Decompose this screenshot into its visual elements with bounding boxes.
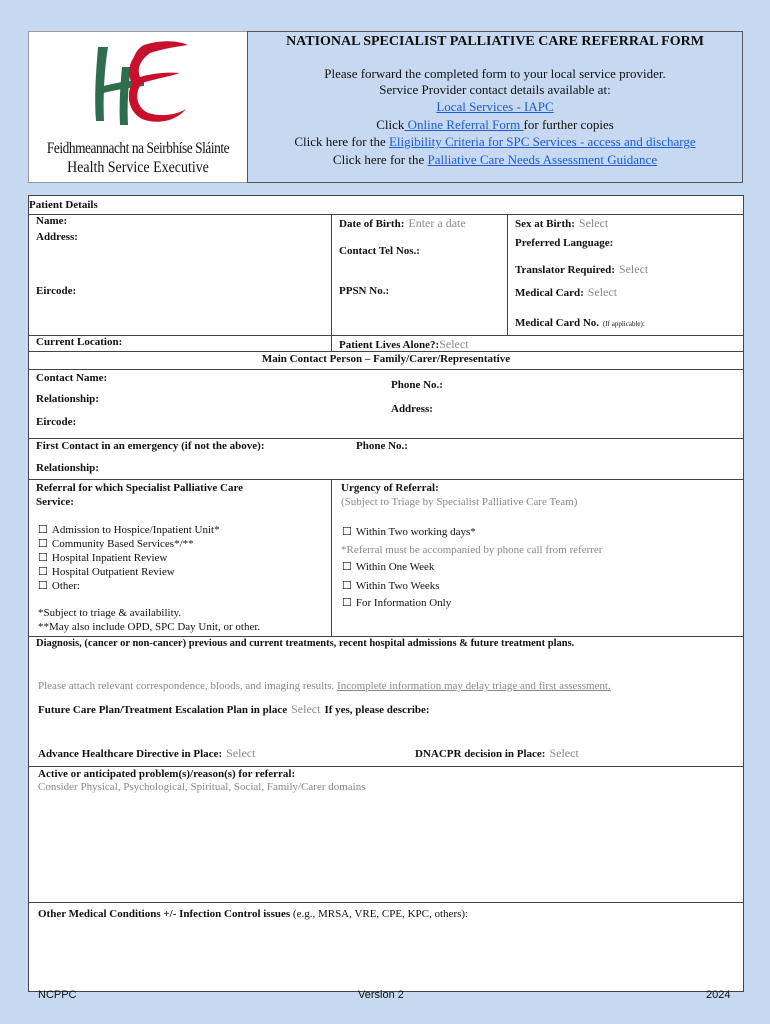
dob-row — [339, 214, 466, 232]
header-line-2: Service Provider contact details available at: — [379, 82, 611, 97]
if-yes-label: If yes, please describe: — [324, 704, 430, 716]
checkbox-icon[interactable]: ☐ — [38, 523, 48, 536]
eligibility-link[interactable]: Eligibility Criteria for SPC Services - access and discharge — [388, 134, 696, 149]
first-contact-phone-label: Phone No.: — [356, 440, 408, 452]
lives-alone-select[interactable]: Select — [439, 337, 469, 351]
guidance-prefix: Click here for the — [332, 152, 428, 167]
incomplete-warning: Incomplete information may delay triage and first assessment. — [337, 680, 611, 692]
urgency-option[interactable]: ☐ Within One Week — [342, 560, 435, 573]
medical-card-row — [515, 283, 617, 301]
footer-version: Version 2 — [358, 989, 404, 1001]
current-location-label: Current Location: — [36, 336, 123, 348]
urgency-options — [342, 560, 451, 610]
problems-text-area[interactable] — [38, 796, 734, 896]
service-option[interactable]: ☐ Community Based Services*/** — [38, 537, 194, 550]
translator-select[interactable]: Select — [618, 262, 649, 276]
sex-row — [515, 214, 608, 232]
service-option[interactable]: ☐ Hospital Outpatient Review — [38, 565, 175, 578]
service-note-1: *Subject to triage & availability. — [38, 607, 182, 619]
urgency-phone-note: *Referral must be accompanied by phone call from referrer — [341, 544, 603, 556]
lives-alone-row — [339, 335, 469, 353]
future-plan-select[interactable]: Select — [291, 702, 321, 716]
problems-subheading: Consider Physical, Psychological, Spiritual, Social, Family/Carer domains — [38, 781, 366, 793]
contact-phone-label: Phone No.: — [391, 379, 443, 391]
urgency-subheading: (Subject to Triage by Specialist Palliative Care Team) — [341, 496, 578, 508]
checkbox-icon[interactable]: ☐ — [38, 579, 48, 592]
checkbox-icon[interactable]: ☐ — [38, 565, 48, 578]
advance-directive-label: Advance Healthcare Directive in Place — [38, 748, 219, 760]
patient-details-heading: Patient Details — [29, 199, 98, 211]
advance-directive-row: Advance Healthcare Directive in Place: Select — [38, 746, 256, 760]
language-label: Preferred Language: — [515, 237, 614, 249]
service-note-2: **May also include OPD, SPC Day Unit, or other. — [38, 621, 261, 633]
click-prefix: Click — [376, 117, 405, 132]
local-services-row — [248, 99, 742, 115]
diagnosis-heading: Diagnosis, (cancer or non-cancer) previous and current treatments, recent hospital admissions & future treatment plans. — [36, 638, 575, 649]
other-conditions-examples: (e.g., MRSA, VRE, CPE, KPC, others): — [290, 908, 469, 920]
online-referral-row — [248, 117, 742, 133]
checkbox-icon[interactable]: ☐ — [342, 560, 352, 573]
service-option[interactable]: ☐ Other: — [38, 579, 80, 592]
footer-year: 2024 — [706, 989, 731, 1001]
first-contact-label: First Contact in an emergency (if not the above): — [36, 440, 265, 452]
translator-label: Translator Required: — [515, 264, 615, 276]
dnacpr-label: DNACPR decision in Place — [415, 748, 542, 760]
advance-directive-select[interactable]: Select — [226, 746, 256, 760]
urgency-option[interactable]: ☐ Within Two Weeks — [342, 579, 440, 592]
guidance-row — [248, 152, 742, 168]
header-box — [247, 31, 743, 183]
relationship-label: Relationship: — [36, 393, 99, 405]
contact-tel-label: Contact Tel Nos.: — [339, 245, 420, 257]
urgency-heading: Urgency of Referral: — [341, 482, 439, 494]
form-title: NATIONAL SPECIALIST PALLIATIVE CARE REFERRAL FORM — [286, 34, 704, 49]
first-contact-relationship-label: Relationship: — [36, 462, 99, 474]
contact-address-label: Address: — [391, 403, 433, 415]
other-conditions-row — [38, 904, 468, 922]
medical-card-label: Medical Card: — [515, 287, 584, 299]
future-plan-label: Future Care Plan/Treatment Escalation Plan in place — [38, 704, 288, 716]
logo-irish-text: Feidhmeannacht na Seirbhíse Sláinte — [46, 140, 230, 157]
problems-heading: Active or anticipated problem(s)/reason(s) for referral: — [38, 768, 296, 780]
address-label: Address: — [36, 231, 78, 243]
eligibility-prefix: Click here for the — [294, 134, 389, 149]
eligibility-row — [248, 134, 742, 150]
dnacpr-row: DNACPR decision in Place: Select — [415, 746, 579, 760]
eircode-label: Eircode: — [36, 285, 77, 297]
medical-card-select[interactable]: Select — [587, 285, 618, 299]
contact-name-label: Contact Name: — [36, 372, 108, 384]
hse-logo-box — [28, 31, 248, 183]
logo-english-text: Health Service Executive — [67, 159, 209, 176]
hse-logo-icon — [84, 37, 194, 127]
future-plan-row — [38, 700, 430, 718]
lives-alone-label: Patient Lives Alone?: — [339, 339, 440, 351]
service-options — [38, 523, 220, 593]
urgency-option[interactable]: ☐ Within Two working days* — [342, 525, 476, 538]
service-heading-1: Referral for which Specialist Palliative Care — [36, 482, 244, 494]
dob-label: Date of Birth: — [339, 218, 405, 230]
sex-select[interactable]: Select — [578, 216, 609, 230]
sex-label: Sex at Birth: — [515, 218, 575, 230]
name-label: Name: — [36, 215, 68, 227]
urgency-option[interactable]: ☐ For Information Only — [342, 596, 452, 609]
ppsn-label: PPSN No.: — [339, 285, 390, 297]
checkbox-icon[interactable]: ☐ — [342, 596, 352, 609]
header-line-1: Please forward the completed form to your local service provider. — [324, 66, 666, 81]
service-heading-2: Service: — [36, 496, 74, 508]
other-conditions-text-area[interactable] — [38, 921, 734, 981]
dnacpr-select[interactable]: Select — [549, 746, 579, 760]
other-conditions-label: Other Medical Conditions +/- Infection Control issues — [38, 908, 291, 920]
if-applicable-note: (If applicable): — [603, 320, 645, 328]
service-option[interactable]: ☐ Hospital Inpatient Review — [38, 551, 168, 564]
referral-form — [28, 195, 744, 992]
online-referral-link[interactable]: Online Referral Form — [404, 117, 524, 132]
checkbox-icon[interactable]: ☐ — [38, 537, 48, 550]
contact-eircode-label: Eircode: — [36, 416, 77, 428]
footer-left: NCPPC — [38, 989, 77, 1001]
main-contact-heading: Main Contact Person – Family/Carer/Representative — [261, 353, 511, 365]
checkbox-icon[interactable]: ☐ — [342, 525, 352, 538]
service-option[interactable]: ☐ Admission to Hospice/Inpatient Unit* — [38, 523, 220, 536]
translator-row — [515, 260, 648, 278]
click-suffix: for further copies — [523, 117, 614, 132]
guidance-link[interactable]: Palliative Care Needs Assessment Guidance — [427, 152, 658, 167]
attach-note: Please attach relevant correspondence, bloods, and imaging results. Incomplete information may delay triage and first assessment. — [38, 680, 611, 692]
checkbox-icon[interactable]: ☐ — [342, 579, 352, 592]
medical-card-no-label: Medical Card No. — [515, 317, 600, 329]
dob-input[interactable]: Enter a date — [408, 216, 466, 230]
local-services-link[interactable]: Local Services - IAPC — [436, 99, 554, 114]
checkbox-icon[interactable]: ☐ — [38, 551, 48, 564]
medical-card-no-row — [515, 313, 645, 331]
